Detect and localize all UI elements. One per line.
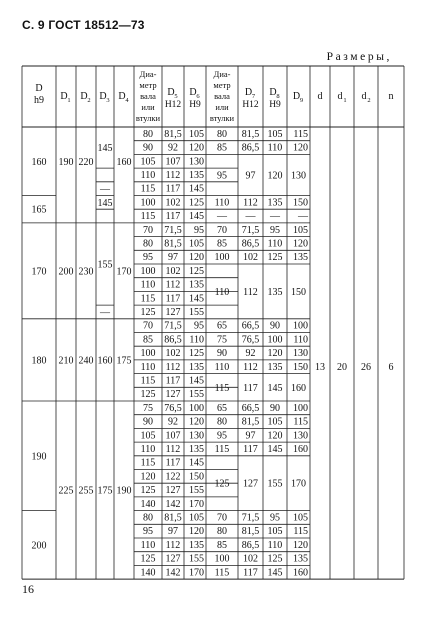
table-cell: 135 [293,553,308,565]
table-cell: 115 [214,567,230,579]
table-cell: 155 [189,485,204,497]
page-header: С. 9 ГОСТ 18512—73 [22,18,145,32]
group-d4: 175 [116,355,132,367]
table-cell: 90 [143,142,153,154]
table-cell: 85 [217,238,227,250]
merged-cell: 127 [243,478,258,490]
table-cell: 105 [140,156,156,168]
table-cell: 135 [189,279,204,291]
table-cell: 125 [267,553,283,565]
group-d2: 220 [78,156,94,168]
table-cell: 102 [165,197,181,209]
table-cell: 112 [165,279,181,291]
group-d4: 160 [116,156,132,168]
table-cell: 105 [140,430,156,442]
table-cell: 145 [189,457,204,469]
d3-cell: 155 [97,259,113,271]
value-d2: 26 [361,361,371,373]
column-header-symbol: D [80,91,88,102]
table-cell: 160 [293,443,308,455]
table-cell: 125 [140,306,156,318]
table-cell: 100 [293,402,308,414]
table-cell: 100 [293,320,308,332]
group-diameter: 165 [31,204,47,216]
merged-cell: 135 [267,286,283,298]
table-cell: 86,5 [241,238,260,250]
column-header-index: 9 [299,97,304,104]
column-header-tolerance: H9 [189,100,201,110]
group-d2: 240 [78,355,94,367]
table-cell: 70 [143,320,153,332]
table-cell: 125 [267,252,283,264]
table-cell: 97 [168,252,178,264]
table-cell: 115 [214,443,230,455]
table-cell: 112 [243,361,258,373]
table-cell: 70 [217,512,227,524]
table-cell: 115 [293,526,308,538]
table-cell: 125 [189,197,204,209]
table-cell: 135 [267,361,283,373]
table-cell: 71,5 [241,512,260,524]
table-cell: 115 [140,375,156,387]
table-cell: 110 [140,361,156,373]
column-header-index: 2 [367,97,371,104]
merged-cell: 150 [291,286,306,298]
table-cell: 92 [245,348,256,360]
table-cell: 145 [189,183,204,195]
table-cell: 120 [293,142,308,154]
table-cell: 85 [217,142,227,154]
d3-cell: — [100,184,110,196]
table-cell: 90 [143,416,153,428]
column-header-line: вала [140,91,156,101]
d3-cell: — [100,307,110,319]
table-cell: 112 [165,169,181,181]
shared-d2: 255 [78,485,94,497]
table-cell: — [298,211,308,223]
table-cell: 145 [189,375,204,387]
table-cell: 117 [243,443,258,455]
column-header-index: 5 [174,93,178,100]
table-cell: 95 [194,320,204,332]
table-cell: 102 [165,265,181,277]
table-cell: 112 [243,197,258,209]
table-cell: 81,5 [241,526,260,538]
column-header-symbol: D [269,87,277,98]
table-cell: 107 [165,156,181,168]
table-cell: 150 [189,471,204,483]
table-cell: 117 [165,293,181,305]
table-cell: 120 [293,539,308,551]
merged-cell: 130 [291,170,306,182]
table-cell: 120 [267,348,283,360]
table-cell: 117 [165,211,181,223]
table-cell: 135 [189,361,204,373]
table-cell: 117 [165,375,181,387]
table-cell: 140 [140,498,156,510]
column-header-tolerance: h9 [34,95,44,106]
merged-cell: 155 [267,478,283,490]
table-cell: 127 [165,553,181,565]
table-cell: 70 [217,224,227,236]
value-d: 13 [315,361,325,373]
table-cell: 65 [217,320,227,332]
table-cell: 155 [189,306,204,318]
column-header-line: или [141,102,155,112]
table-cell: 115 [140,183,156,195]
column-header-symbol: D [244,87,253,98]
table-cell: 125 [140,485,156,497]
table-cell: 145 [189,293,204,305]
table-cell: 102 [243,553,258,565]
table-cell: 130 [293,348,308,360]
merged-cell: 170 [291,478,306,490]
table-cell: 112 [165,539,181,551]
table-cell: 110 [140,279,156,291]
group-d4: 170 [116,266,132,278]
table-cell: 110 [293,334,308,346]
table-cell: 95 [270,512,280,524]
table-cell: 90 [270,402,280,414]
table-cell: 112 [165,443,181,455]
table-cell: 170 [189,498,204,510]
table-cell: 86,5 [164,334,182,346]
table-cell: 66,5 [241,402,260,414]
table-cell: 110 [140,169,156,181]
table-cell: 65 [217,402,227,414]
column-header-line: втулки [209,113,235,123]
column-header-index: 1 [343,97,347,104]
table-cell: 135 [189,539,204,551]
table-cell: 100 [189,402,204,414]
column-header-symbol: n [388,91,394,102]
merged-cell: 95 [217,170,227,182]
d3-cell: 145 [97,143,113,155]
value-d1: 20 [337,361,347,373]
group-diameter: 190 [31,451,47,463]
dimensions-label: Размеры, [326,51,392,63]
table-cell: 145 [189,211,204,223]
table-cell: 70 [143,224,153,236]
table-cell: 81,5 [164,238,182,250]
merged-cell: 97 [245,170,256,182]
column-header-line: метр [213,80,231,90]
group-d1: 190 [58,156,74,168]
table-cell: 135 [189,443,204,455]
table-cell: 122 [165,471,181,483]
table-cell: 80 [217,416,227,428]
column-header-index: 6 [196,93,200,100]
column-header-symbol: D [99,91,107,102]
table-cell: 97 [245,430,256,442]
page-number: 16 [22,582,34,596]
table-cell: 120 [189,142,204,154]
table-cell: 105 [267,128,283,140]
column-header-symbol: D [118,91,126,102]
table-cell: 75 [217,334,227,346]
table-cell: 105 [293,224,308,236]
table-cell: 120 [293,238,308,250]
column-header-line: втулки [135,113,161,123]
table-cell: 115 [140,457,156,469]
table-cell: 95 [143,252,153,264]
table-cell: 127 [165,389,181,401]
column-header-index: 1 [67,97,71,104]
table-cell: — [217,211,227,223]
table-cell: 120 [189,526,204,538]
table-cell: 127 [165,306,181,318]
table-cell: 81,5 [164,128,182,140]
table-cell: 127 [165,485,181,497]
column-header-line: Диа- [139,69,157,79]
shared-d1: 225 [58,485,74,497]
table-cell: 140 [140,567,156,579]
table-cell: 125 [189,348,204,360]
table-cell: 155 [189,553,204,565]
column-header-line: метр [139,80,157,90]
table-cell: 80 [217,128,227,140]
table-cell: 130 [293,430,308,442]
table-cell: 110 [140,539,156,551]
table-cell: 80 [217,526,227,538]
table-cell: 135 [267,197,283,209]
table-cell: 105 [267,526,283,538]
table-cell: 105 [293,512,308,524]
column-header-symbol: d [337,91,343,102]
table-cell: 71,5 [241,224,260,236]
table-cell: 117 [243,567,258,579]
table-cell: 105 [189,128,204,140]
column-header-tolerance: H12 [242,100,259,110]
table-cell: 117 [165,183,181,195]
table-cell: 85 [143,334,153,346]
table-cell: 115 [293,416,308,428]
table-cell: 150 [293,361,308,373]
column-header-index: 7 [251,93,256,100]
table-cell: 95 [270,224,280,236]
column-header-tolerance: H9 [269,100,281,110]
table-cell: 92 [168,416,178,428]
table-cell: 95 [194,224,204,236]
table-cell: 125 [140,553,156,565]
table-cell: 155 [189,389,204,401]
table-cell: 100 [140,348,156,360]
table-cell: 105 [189,512,204,524]
table-cell: 95 [217,430,227,442]
table-cell: 100 [267,334,283,346]
table-cell: 110 [267,539,283,551]
table-cell: 100 [214,553,230,565]
shared-d3: 175 [97,485,113,497]
table-cell: 81,5 [164,512,182,524]
table-cell: 102 [165,348,181,360]
table-cell: 145 [267,443,283,455]
table-cell: 145 [267,567,283,579]
group-d1: 210 [58,355,74,367]
table-cell: 110 [267,142,283,154]
table-cell: 120 [140,471,156,483]
column-header-symbol: D [167,87,175,98]
table-cell: 150 [293,197,308,209]
table-cell: 160 [293,567,308,579]
group-d1: 200 [58,266,74,278]
table-cell: 125 [189,265,204,277]
table-cell: 95 [143,526,153,538]
table-cell: 130 [189,430,204,442]
column-header-line: вала [214,91,230,101]
table-cell: 115 [140,293,156,305]
table-cell: 120 [189,416,204,428]
merged-cell: 120 [267,170,283,182]
column-header-index: 8 [276,93,280,100]
column-header-symbol: d [317,91,323,102]
column-header-tolerance: H12 [164,100,182,110]
merged-cell: 117 [243,382,258,394]
group-d2: 230 [78,266,94,278]
table-cell: 105 [189,238,204,250]
table-cell: 81,5 [241,128,260,140]
group-diameter: 200 [31,540,47,552]
table-cell: 135 [189,169,204,181]
table-cell: 86,5 [241,539,260,551]
table-cell: 100 [214,252,230,264]
table-cell: 135 [293,252,308,264]
table-cell: 110 [214,361,230,373]
table-cell: 110 [189,334,204,346]
column-header-index: 3 [106,97,110,104]
table-cell: 125 [140,389,156,401]
table-cell: 100 [140,265,156,277]
table-cell: 92 [168,142,178,154]
table-cell: 110 [214,197,230,209]
table-cell: 85 [217,539,227,551]
column-header-symbol: d [361,91,367,102]
group-diameter: 170 [31,266,47,278]
table-cell: 142 [165,498,181,510]
table-cell: 97 [168,526,178,538]
d3-cell: 160 [97,355,113,367]
merged-cell: 112 [243,286,258,298]
table-cell: 76,5 [164,402,182,414]
table-cell: 130 [189,156,204,168]
value-n: 6 [388,361,394,373]
table-cell: 120 [189,252,204,264]
table-cell: 86,5 [241,142,260,154]
table-cell: 71,5 [164,320,182,332]
merged-cell: 115 [214,382,230,394]
table-cell: 80 [143,238,153,250]
table-cell: 81,5 [241,416,260,428]
d3-cell: 145 [97,197,113,209]
column-header-index: 2 [87,97,91,104]
table-cell: 170 [189,567,204,579]
table-cell: 117 [165,457,181,469]
table-cell: 66,5 [241,320,260,332]
column-header-line: или [215,102,229,112]
merged-cell: 145 [267,382,283,394]
table-cell: 110 [140,443,156,455]
merged-cell: 125 [214,478,230,490]
merged-cell: 160 [291,382,306,394]
table-cell: 90 [270,320,280,332]
merged-cell: 110 [214,286,230,298]
table-cell: 100 [140,197,156,209]
table-cell: — [245,211,256,223]
column-header-symbol: D [292,91,301,102]
column-header-line: Диа- [213,69,231,79]
table-cell: 120 [267,430,283,442]
table-cell: 75 [143,402,153,414]
table-cell: 102 [243,252,258,264]
table-cell: 90 [217,348,227,360]
table-cell: 80 [143,128,153,140]
table-cell: — [270,211,280,223]
table-cell: 115 [293,128,308,140]
group-diameter: 180 [31,355,47,367]
column-header-index: 4 [125,97,129,104]
table-cell: 112 [165,361,181,373]
column-header-symbol: D [35,83,43,94]
table-cell: 110 [267,238,283,250]
table-cell: 142 [165,567,181,579]
table-cell: 115 [140,211,156,223]
column-header-symbol: D [60,91,68,102]
shared-d4: 190 [116,485,132,497]
table-cell: 76,5 [241,334,260,346]
table-cell: 105 [267,416,283,428]
table-cell: 71,5 [164,224,182,236]
table-cell: 107 [165,430,181,442]
group-diameter: 160 [31,156,47,168]
column-header-symbol: D [189,87,197,98]
table-cell: 80 [143,512,153,524]
